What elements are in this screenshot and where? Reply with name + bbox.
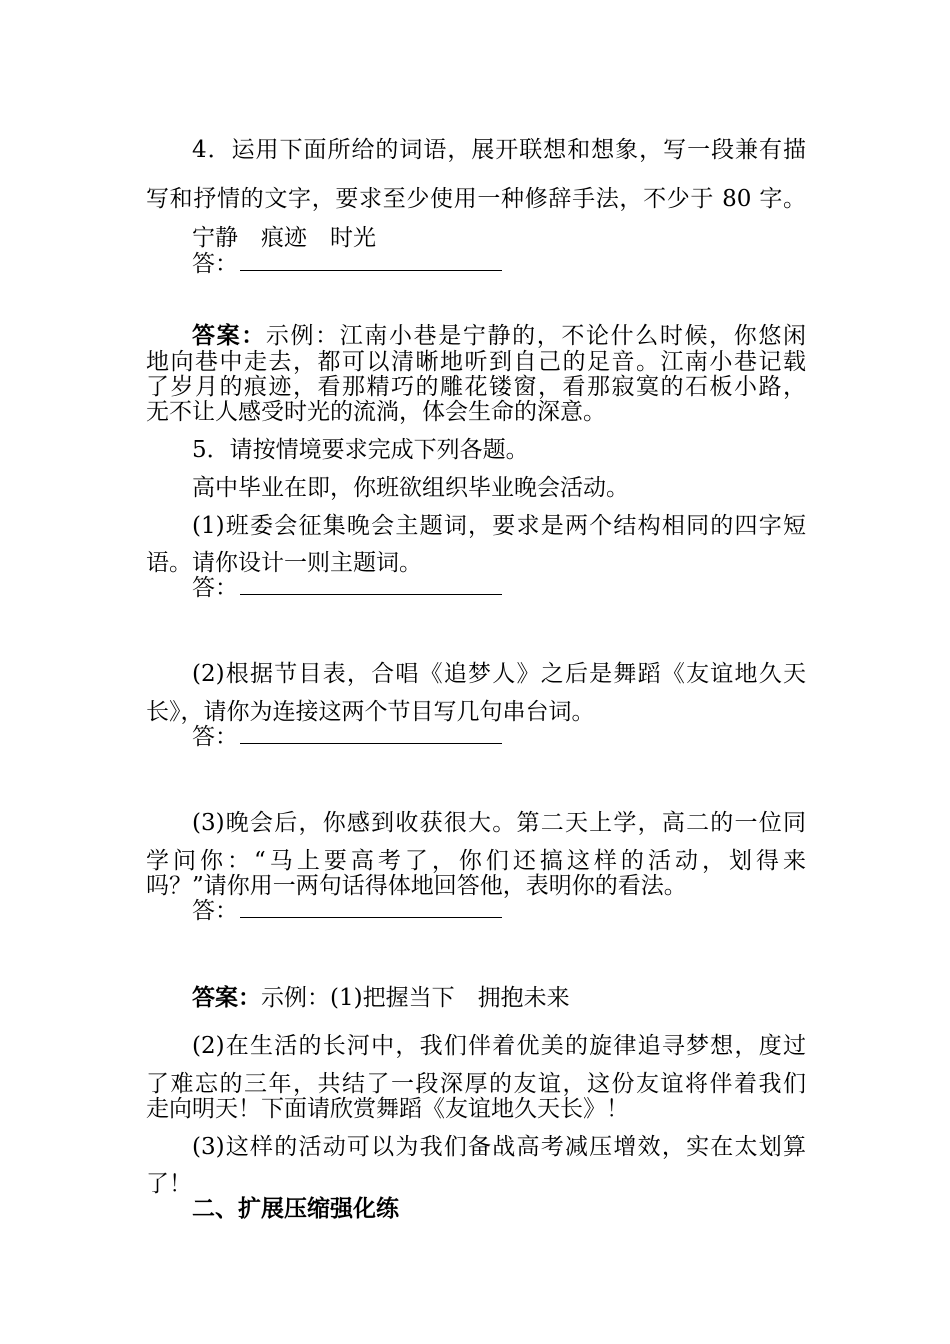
- q5-p1-answer-prefix: 答：: [192, 575, 238, 601]
- q4-answer-blank[interactable]: [240, 270, 502, 271]
- a4-label: 答案：: [192, 322, 266, 349]
- a5-p2-line-1: (2)在生活的长河中，我们伴着优美的旋律追寻梦想，度过: [192, 1033, 806, 1059]
- q5-p3-answer-prefix: 答：: [192, 898, 238, 924]
- a5-line-1-text: 示例：(1)把握当下 拥抱未来: [261, 985, 570, 1011]
- q5-p2-answer-prefix: 答：: [192, 724, 238, 750]
- a4-line-2: 地向巷中走去，都可以清晰地听到自己的足音。江南小巷记载: [146, 349, 806, 375]
- a4-line-4: 无不让人感受时光的流淌，体会生命的深意。: [146, 399, 606, 425]
- q5-p2-line-1: (2)根据节目表，合唱《追梦人》之后是舞蹈《友谊地久天: [192, 661, 806, 687]
- a5-p3-line-2: 了！: [146, 1171, 192, 1197]
- q5-p2-line-2: 长》，请你为连接这两个节目写几句串台词。: [146, 699, 595, 725]
- a5-line-1: [192, 984, 806, 1012]
- q5-context: 高中毕业在即，你班欲组织毕业晚会活动。: [192, 475, 629, 501]
- q5-p2-answer-blank[interactable]: [240, 743, 502, 744]
- q4-text-line-1: 4．运用下面所给的词语，展开联想和想象，写一段兼有描: [192, 137, 806, 163]
- q5-p3-line-2: 学问你：“马上要高考了，你们还搞这样的活动，划得来: [146, 848, 806, 874]
- q4-words: 宁静 痕迹 时光: [192, 225, 376, 251]
- a5-p2-line-3: 走向明天！下面请欣赏舞蹈《友谊地久天长》！: [146, 1096, 629, 1122]
- q5-p1-line-1: (1)班委会征集晚会主题词，要求是两个结构相同的四字短: [192, 513, 806, 539]
- q4-text-line-2: 写和抒情的文字，要求至少使用一种修辞手法，不少于 80 字。: [146, 186, 806, 212]
- a5-p3-line-1: (3)这样的活动可以为我们备战高考减压增效，实在太划算: [192, 1134, 806, 1160]
- q5-p3-line-3: 吗？”请你用一两句话得体地回答他，表明你的看法。: [146, 873, 687, 899]
- a4-line-3: 了岁月的痕迹，看那精巧的雕花镂窗，看那寂寞的石板小路，: [146, 374, 806, 400]
- q4-answer-prefix: 答：: [192, 251, 238, 277]
- q5-p3-line-1: (3)晚会后，你感到收获很大。第二天上学，高二的一位同: [192, 810, 806, 836]
- section-2-heading: 二、扩展压缩强化练: [192, 1195, 399, 1222]
- q5-p1-line-2: 语。请你设计一则主题词。: [146, 550, 422, 576]
- a4-line-1: [192, 322, 806, 350]
- q5-p1-answer-blank[interactable]: [240, 594, 502, 595]
- a5-p2-line-2: 了难忘的三年，共结了一段深厚的友谊，这份友谊将伴着我们: [146, 1071, 806, 1097]
- q5-p3-answer-blank[interactable]: [240, 917, 502, 918]
- a5-label: 答案：: [192, 984, 261, 1011]
- a4-line-1-text: 示例：江南小巷是宁静的，不论什么时候，你悠闲: [265, 323, 806, 349]
- q5-title: 5．请按情境要求完成下列各题。: [192, 437, 529, 463]
